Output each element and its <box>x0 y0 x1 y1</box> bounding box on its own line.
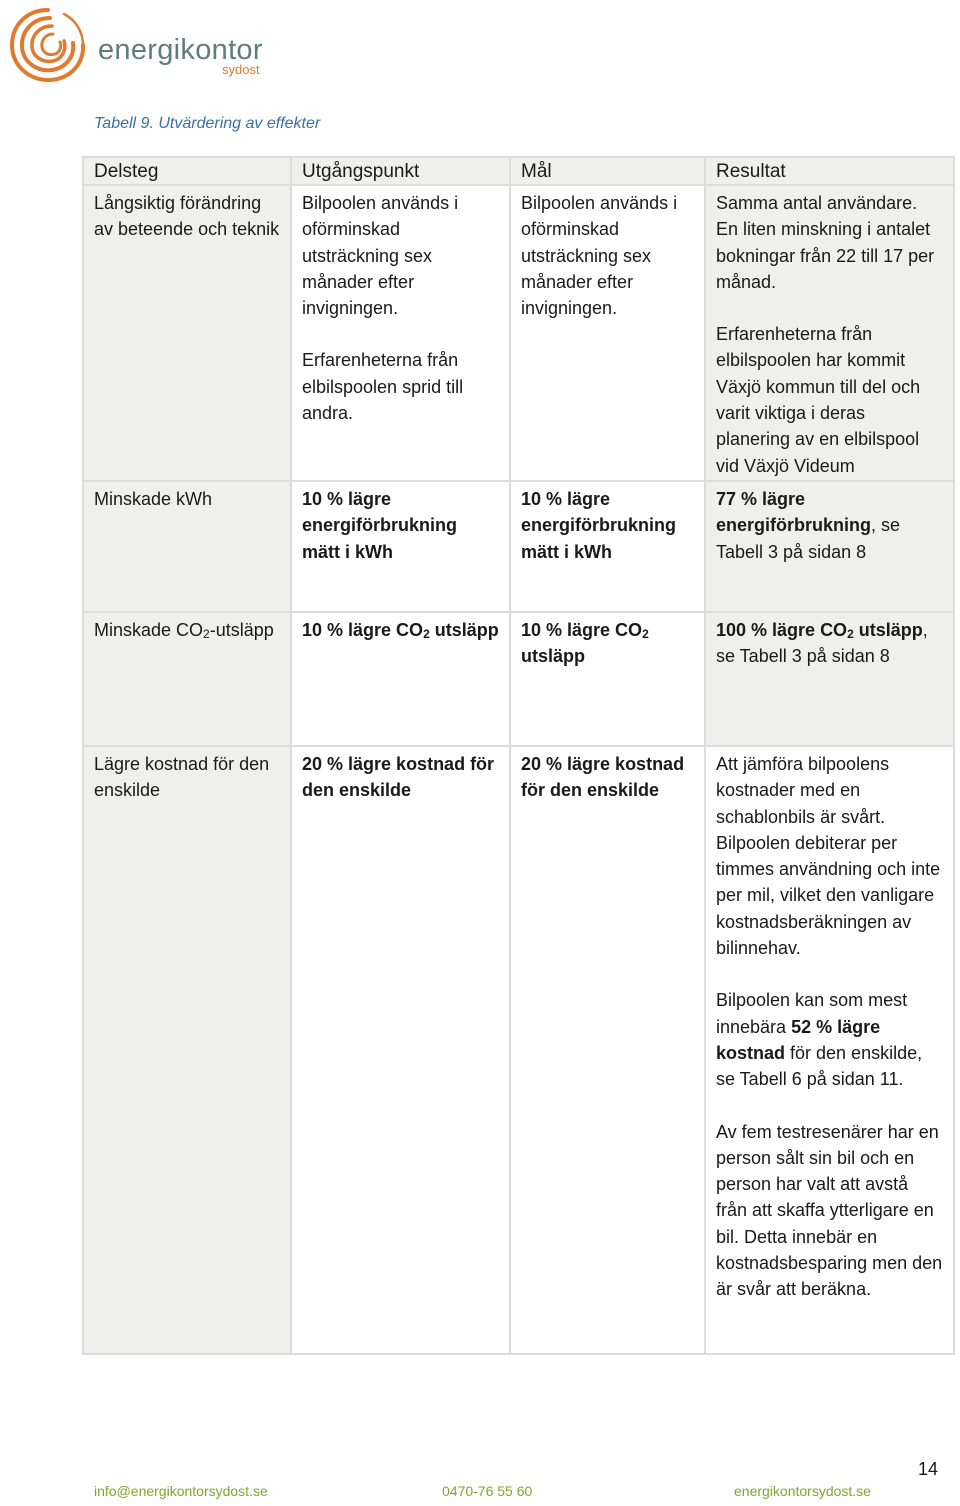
cell-paragraph: Att jämföra bilpoolens kostnader med en schablonbils är svårt. Bilpoolen debiterar per timmes användning och inte per mil, vilket den vanligare kostnadsberäkningen av bilinnehav. <box>716 754 941 959</box>
cell-mal <box>510 612 705 746</box>
cell-paragraph: Bilpoolen används i oförminskad utsträckning sex månader efter invigningen. <box>521 193 678 319</box>
logo <box>6 4 276 86</box>
cell-resultat <box>705 746 954 1354</box>
cell-text: , se Tabell 3 på sidan 8 <box>716 515 901 562</box>
cell-bold-text: 52 % lägre kostnad <box>716 1016 881 1063</box>
cell-text: 10 % lägre CO <box>302 620 424 640</box>
cell-mal <box>510 746 705 1354</box>
footer-email-link[interactable]: info@energikontorsydost.se <box>94 1483 268 1499</box>
table-row <box>83 612 954 746</box>
cell-resultat <box>705 612 954 746</box>
logo-wordmark: energikontor <box>98 34 263 66</box>
cell-mal <box>510 185 705 481</box>
table-row <box>83 185 954 481</box>
table-header-row <box>83 157 954 185</box>
cell-text: Bilpoolen kan som mest innebära <box>716 990 908 1037</box>
cell-bold-text: 100 % lägre CO <box>716 620 848 640</box>
cell-bold-text: utsläpp <box>853 620 923 640</box>
table-row <box>83 746 954 1354</box>
cell-text: Lägre kostnad för den enskilde <box>94 754 270 801</box>
cell-text: 10 % lägre CO <box>521 620 643 640</box>
table-row <box>83 481 954 612</box>
cell-text: -utsläpp <box>209 620 274 640</box>
page-number: 14 <box>918 1459 939 1479</box>
subscript: 2 <box>847 627 854 641</box>
cell-text: Långsiktig förändring av beteende och teknik <box>94 193 280 240</box>
subscript: 2 <box>423 627 430 641</box>
header-utgangspunkt: Utgångspunkt <box>291 157 510 185</box>
footer-phone: 0470-76 55 60 <box>442 1483 533 1499</box>
cell-utgangspunkt <box>291 481 510 612</box>
cell-utgangspunkt <box>291 185 510 481</box>
evaluation-table <box>82 156 955 1355</box>
cell-utgangspunkt <box>291 612 510 746</box>
header-mal: Mål <box>510 157 705 185</box>
cell-paragraph: Samma antal användare. En liten minskning i antalet bokningar från 22 till 17 per månad. <box>716 193 935 292</box>
table-caption: Tabell 9. Utvärdering av effekter <box>94 115 321 132</box>
cell-text: 20 % lägre kostnad för den enskilde <box>302 754 495 801</box>
cell-text: utsläpp <box>521 646 586 667</box>
cell-bold-text: 77 % lägre energiförbrukning <box>716 489 872 536</box>
logo-subtitle: sydost <box>222 62 260 77</box>
cell-paragraph: Av fem testresenärer har en person sålt sin bil och en person har valt att avstå från att skaffa ytterligare en bil. Detta innebär en kostnadsbesparing men den är svår att beräkna. <box>716 1121 943 1300</box>
subscript: 2 <box>203 627 210 641</box>
cell-utgangspunkt <box>291 746 510 1354</box>
cell-paragraph: Bilpoolen används i oförminskad utsträckning sex månader efter invigningen. <box>302 193 459 319</box>
cell-mal <box>510 481 705 612</box>
cell-resultat <box>705 185 954 481</box>
footer-website-link[interactable]: energikontorsydost.se <box>734 1483 871 1499</box>
cell-text: Minskade kWh <box>94 489 213 509</box>
cell-delsteg <box>83 185 291 481</box>
cell-delsteg <box>83 746 291 1354</box>
cell-paragraph: Erfarenheterna från elbilspoolen har kommit Växjö kommun till del och varit viktiga i deras planering av en elbilspool vid Växjö Videum <box>716 324 921 476</box>
cell-paragraph: Erfarenheterna från elbilspoolen sprid till andra. <box>302 350 464 424</box>
cell-text: 10 % lägre energiförbrukning mätt i kWh <box>302 489 458 562</box>
cell-delsteg <box>83 481 291 612</box>
subscript: 2 <box>642 627 649 641</box>
cell-delsteg <box>83 612 291 746</box>
header-delsteg: Delsteg <box>83 157 291 185</box>
cell-text: , se Tabell 3 på sidan 8 <box>716 620 928 667</box>
cell-text: för den enskilde, se Tabell 6 på sidan 11. <box>716 1042 923 1090</box>
header-resultat: Resultat <box>705 157 954 185</box>
cell-paragraph <box>716 987 943 1092</box>
cell-text: 20 % lägre kostnad för den enskilde <box>521 754 685 801</box>
cell-text: Minskade CO <box>94 620 204 640</box>
cell-resultat <box>705 481 954 612</box>
spiral-logo-icon <box>6 4 90 86</box>
cell-text: utsläpp <box>429 620 499 640</box>
cell-text: 10 % lägre energiförbrukning mätt i kWh <box>521 489 677 562</box>
